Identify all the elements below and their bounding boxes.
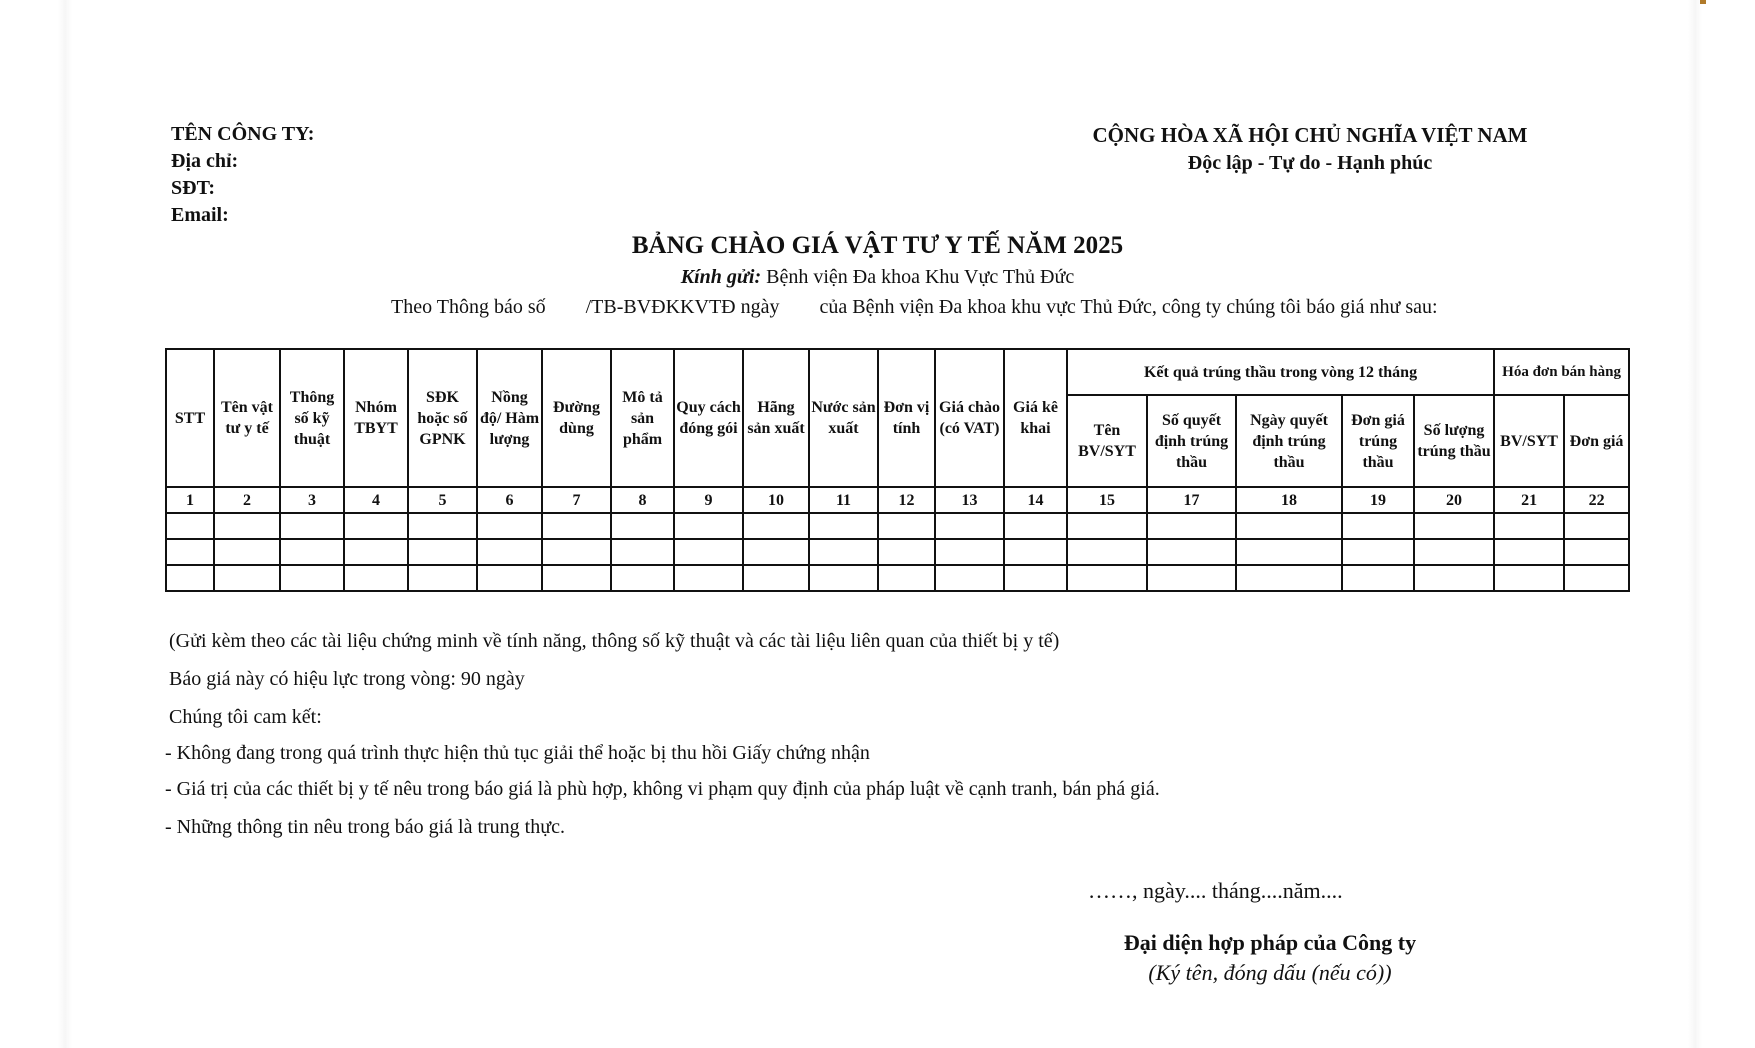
table-cell[interactable] [1494,513,1564,539]
table-cell[interactable] [1414,539,1494,565]
col-header-invoice-price: Đơn giá [1564,395,1629,487]
column-number: 18 [1236,487,1342,513]
col-header-concentration: Nồng độ/ Hàm lượng [477,349,542,487]
address-label: Địa chỉ: [171,150,239,172]
col-header-route: Đường dùng [542,349,611,487]
scan-shadow-left [58,0,72,1048]
table-cell[interactable] [1342,565,1414,591]
column-number: 13 [935,487,1004,513]
table-cell[interactable] [214,513,280,539]
column-number: 17 [1147,487,1236,513]
col-header-specs: Thông số kỹ thuật [280,349,344,487]
table-cell[interactable] [878,513,935,539]
column-number: 12 [878,487,935,513]
phone-label: SĐT: [171,177,216,199]
column-number: 2 [214,487,280,513]
column-number: 9 [674,487,743,513]
table-cell[interactable] [1236,565,1342,591]
column-number: 4 [344,487,408,513]
table-cell[interactable] [166,565,214,591]
table-row [166,565,1629,591]
column-number: 3 [280,487,344,513]
col-header-country: Nước sản xuất [809,349,878,487]
table-cell[interactable] [166,539,214,565]
email-label: Email: [171,204,229,226]
table-cell[interactable] [1236,539,1342,565]
table-cell[interactable] [166,513,214,539]
col-header-unit: Đơn vị tính [878,349,935,487]
table-cell[interactable] [408,539,477,565]
col-header-winning-price: Đơn giá trúng thầu [1342,395,1414,487]
table-cell[interactable] [1564,539,1629,565]
commitment-item: - Giá trị của các thiết bị y tế nêu trong báo giá là phù hợp, không vi phạm quy định của pháp luật về cạnh tranh, bán phá giá. [165,778,1160,800]
company-info-block [171,121,314,229]
signer-note: (Ký tên, đóng dấu (nếu có)) [1148,960,1392,985]
table-cell[interactable] [1342,513,1414,539]
table-cell[interactable] [542,513,611,539]
table-cell[interactable] [280,513,344,539]
table-cell[interactable] [743,513,809,539]
table-cell[interactable] [1147,513,1236,539]
table-cell[interactable] [743,539,809,565]
table-cell[interactable] [477,539,542,565]
national-motto: Độc lập - Tự do - Hạnh phúc [1187,152,1433,174]
table-cell[interactable] [878,565,935,591]
table-cell[interactable] [477,565,542,591]
col-header-decision-date: Ngày quyết định trúng thầu [1236,395,1342,487]
recipient-line [0,266,1755,289]
table-cell[interactable] [542,565,611,591]
table-cell[interactable] [214,539,280,565]
col-header-group: Nhóm TBYT [344,349,408,487]
document-title: BẢNG CHÀO GIÁ VẬT TƯ Y TẾ NĂM 2025 [631,232,1124,259]
commitment-item: - Không đang trong quá trình thực hiện thủ tục giải thể hoặc bị thu hồi Giấy chứng nhận [165,742,870,764]
attachment-note: (Gửi kèm theo các tài liệu chứng minh về tính năng, thông số kỹ thuật và các tài liệu liên quan của thiết bị y tế) [169,630,1060,652]
column-number: 1 [166,487,214,513]
col-header-stt: STT [166,349,214,487]
notice-text-1: Theo Thông báo số [391,296,546,318]
col-header-invoice-hospital: BV/SYT [1494,395,1564,487]
table-cell[interactable] [611,565,674,591]
table-cell[interactable] [1147,539,1236,565]
column-number: 11 [809,487,878,513]
col-header-hospital-name: Tên BV/SYT [1067,395,1147,487]
table-cell[interactable] [809,513,878,539]
table-cell[interactable] [935,565,1004,591]
col-header-registration: SĐK hoặc số GPNK [408,349,477,487]
table-row [166,513,1629,539]
table-cell[interactable] [344,513,408,539]
column-number: 21 [1494,487,1564,513]
validity-note: Báo giá này có hiệu lực trong vòng: 90 ngày [169,668,525,690]
table-cell[interactable] [611,539,674,565]
col-header-declared-price: Giá kê khai [1004,349,1067,487]
table-cell[interactable] [408,513,477,539]
table-cell[interactable] [674,565,743,591]
quotation-table [165,348,1630,592]
table-cell[interactable] [477,513,542,539]
republic-title: CỘNG HÒA XÃ HỘI CHỦ NGHĨA VIỆT NAM [1092,123,1528,147]
table-cell[interactable] [280,565,344,591]
signature-block [1080,928,1460,988]
notice-reference-line [391,296,1438,319]
scan-corner-mark [1700,0,1706,4]
commitment-item: - Những thông tin nêu trong báo giá là trung thực. [165,816,565,838]
recipient-name: Bệnh viện Đa khoa Khu Vực Thủ Đức [766,266,1075,288]
signer-title: Đại diện hợp pháp của Công ty [1123,930,1417,955]
table-cell[interactable] [743,565,809,591]
col-header-winning-quantity: Số lượng trúng thầu [1414,395,1494,487]
table-cell[interactable] [1004,539,1067,565]
table-cell[interactable] [1414,565,1494,591]
national-header [1040,121,1580,177]
company-name-label: TÊN CÔNG TY: [171,123,315,145]
col-group-bid-results: Kết quả trúng thầu trong vòng 12 tháng [1067,349,1494,395]
table-cell[interactable] [1067,539,1147,565]
date-line: ……, ngày.... tháng....năm.... [1088,878,1343,903]
column-number: 8 [611,487,674,513]
table-cell[interactable] [1004,513,1067,539]
table-cell[interactable] [280,539,344,565]
table-cell[interactable] [809,565,878,591]
col-header-description: Mô tả sản phẩm [611,349,674,487]
column-number: 20 [1414,487,1494,513]
col-header-item-name: Tên vật tư y tế [214,349,280,487]
notice-text-3: của Bệnh viện Đa khoa khu vực Thủ Đức, công ty chúng tôi báo giá như sau: [819,296,1438,318]
table-cell[interactable] [344,565,408,591]
table-cell[interactable] [878,539,935,565]
column-number: 14 [1004,487,1067,513]
col-header-offer-price: Giá chào (có VAT) [935,349,1004,487]
table-cell[interactable] [674,539,743,565]
table-cell[interactable] [809,539,878,565]
col-header-decision-number: Số quyết định trúng thầu [1147,395,1236,487]
table-cell[interactable] [1067,513,1147,539]
col-group-sales-invoice: Hóa đơn bán hàng [1494,349,1629,395]
column-number-row [166,487,1629,513]
scan-shadow-right [1688,0,1702,1048]
column-number: 7 [542,487,611,513]
table-cell[interactable] [408,565,477,591]
table-cell[interactable] [1494,565,1564,591]
table-cell[interactable] [1564,565,1629,591]
table-cell[interactable] [611,513,674,539]
table-cell[interactable] [674,513,743,539]
table-cell[interactable] [1414,513,1494,539]
table-cell[interactable] [1004,565,1067,591]
table-row [166,539,1629,565]
table-cell[interactable] [214,565,280,591]
commitment-title: Chúng tôi cam kết: [169,706,322,728]
column-number: 22 [1564,487,1629,513]
column-number: 19 [1342,487,1414,513]
table-cell[interactable] [1494,539,1564,565]
table-cell[interactable] [1236,513,1342,539]
table-cell[interactable] [935,513,1004,539]
notice-text-2: /TB-BVĐKKVTĐ ngày [585,296,780,318]
col-header-packaging: Quy cách đóng gói [674,349,743,487]
table-cell[interactable] [344,539,408,565]
column-number: 6 [477,487,542,513]
column-number: 15 [1067,487,1147,513]
recipient-label: Kính gửi: [680,266,762,288]
table-cell[interactable] [1564,513,1629,539]
table-cell[interactable] [1067,565,1147,591]
column-number: 10 [743,487,809,513]
col-header-manufacturer: Hãng sản xuất [743,349,809,487]
table-cell[interactable] [1147,565,1236,591]
column-number: 5 [408,487,477,513]
table-cell[interactable] [542,539,611,565]
table-cell[interactable] [935,539,1004,565]
table-cell[interactable] [1342,539,1414,565]
